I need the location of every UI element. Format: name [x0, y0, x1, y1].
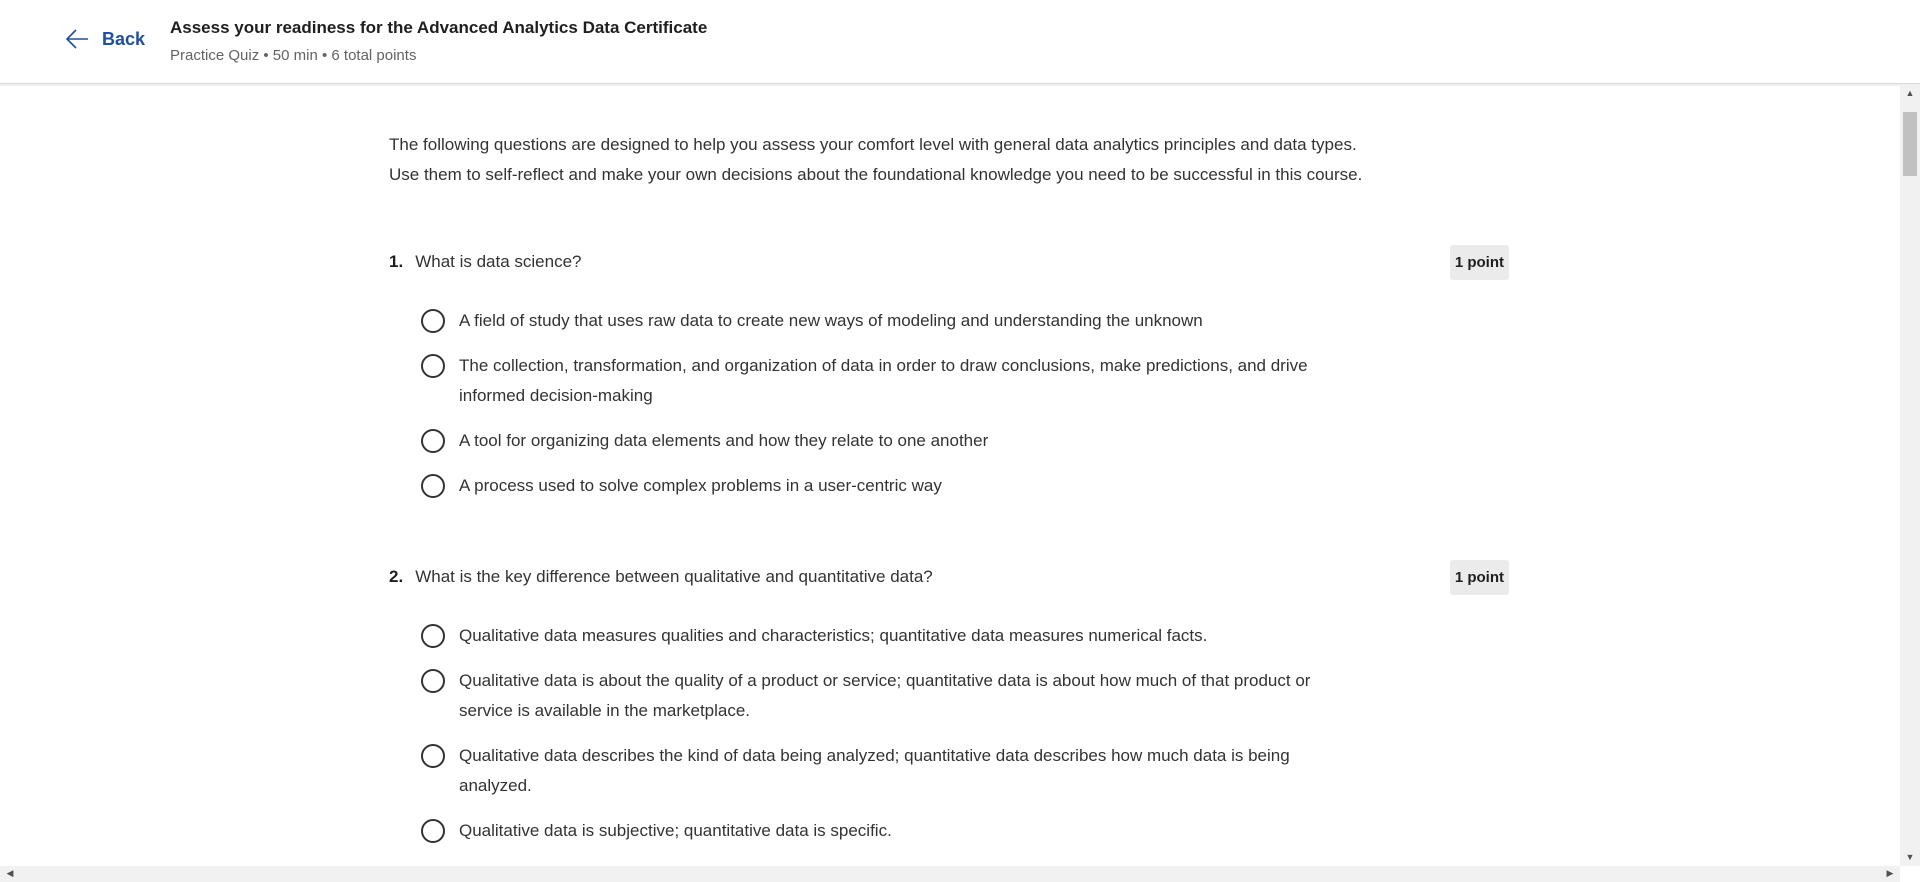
- answer-option[interactable]: [421, 621, 1341, 651]
- radio-button[interactable]: [421, 309, 445, 333]
- option-label: A process used to solve complex problems in a user-centric way: [459, 476, 942, 495]
- answer-option[interactable]: [421, 471, 1341, 501]
- option-label: Qualitative data is subjective; quantitative data is specific.: [459, 821, 892, 840]
- radio-button[interactable]: [421, 474, 445, 498]
- intro-line: The following questions are designed to help you assess your comfort level with general data analytics principles and data types.: [389, 135, 1357, 154]
- question-number: 1.: [389, 252, 404, 271]
- answer-option[interactable]: [421, 351, 1341, 411]
- back-label: Back: [102, 28, 146, 49]
- back-button[interactable]: [64, 28, 145, 50]
- answer-option[interactable]: [421, 816, 1341, 846]
- scroll-up-icon[interactable]: ▲: [1905, 88, 1915, 98]
- question-1: [389, 244, 1509, 516]
- radio-button[interactable]: [421, 429, 445, 453]
- scroll-right-icon[interactable]: ▶: [1886, 868, 1894, 878]
- option-label: Qualitative data describes the kind of data being analyzed; quantitative data describes how much data is being analyzed.: [459, 746, 1290, 795]
- radio-button[interactable]: [421, 819, 445, 843]
- option-label: A tool for organizing data elements and how they relate to one another: [459, 431, 989, 450]
- option-label: The collection, transformation, and organization of data in order to draw conclusions, make predictions, and drive informed decision-making: [459, 356, 1308, 405]
- option-label: Qualitative data measures qualities and characteristics; quantitative data measures numerical facts.: [459, 626, 1208, 645]
- answer-option[interactable]: [421, 666, 1341, 726]
- quiz-header: [0, 0, 1920, 84]
- question-text: [389, 252, 582, 272]
- option-label: Qualitative data is about the quality of a product or service; quantitative data is about how much of that product or service is available in the marketplace.: [459, 671, 1311, 720]
- option-label: A field of study that uses raw data to create new ways of modeling and understanding the unknown: [459, 311, 1203, 330]
- scrollbar-thumb[interactable]: [1903, 112, 1917, 176]
- page-title: Assess your readiness for the Advanced Analytics Data Certificate: [170, 18, 708, 37]
- vertical-scrollbar[interactable]: [1900, 84, 1920, 866]
- question-label: What is data science?: [415, 252, 582, 271]
- points-badge: 1 point: [1450, 245, 1509, 280]
- intro-text: [389, 130, 1509, 190]
- question-label: What is the key difference between qualitative and quantitative data?: [415, 567, 933, 586]
- scroll-down-icon[interactable]: ▼: [1905, 852, 1915, 862]
- horizontal-scrollbar[interactable]: [0, 866, 1900, 882]
- question-2: [389, 559, 1509, 861]
- radio-button[interactable]: [421, 354, 445, 378]
- points-badge: 1 point: [1450, 560, 1509, 595]
- quiz-meta: Practice Quiz • 50 min • 6 total points: [170, 47, 417, 64]
- radio-button[interactable]: [421, 669, 445, 693]
- scroll-left-icon[interactable]: ◀: [6, 868, 14, 878]
- radio-button[interactable]: [421, 624, 445, 648]
- question-text: [389, 567, 933, 587]
- question-number: 2.: [389, 567, 404, 586]
- answer-option[interactable]: [421, 426, 1341, 456]
- answer-option[interactable]: [421, 741, 1341, 801]
- quiz-content: [0, 86, 1900, 866]
- radio-button[interactable]: [421, 744, 445, 768]
- intro-line: Use them to self-reflect and make your own decisions about the foundational knowledge you need to be successful in this course.: [389, 165, 1363, 184]
- arrow-left-icon: [64, 28, 90, 50]
- answer-option[interactable]: [421, 306, 1341, 336]
